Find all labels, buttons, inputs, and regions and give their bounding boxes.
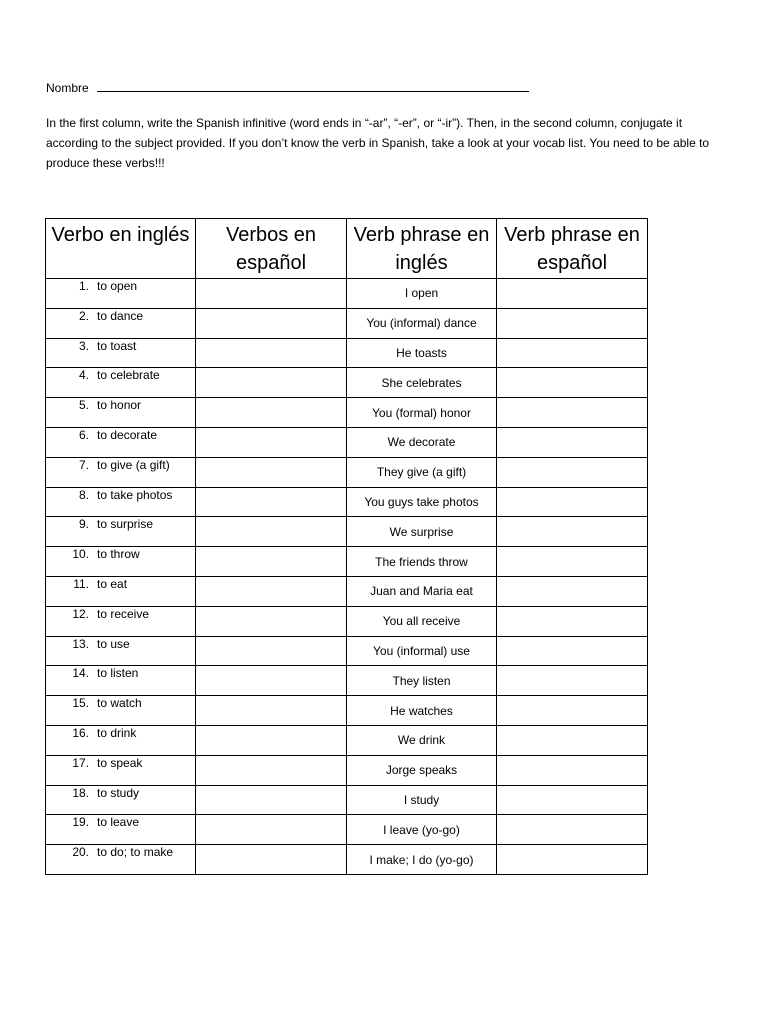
english-phrase-cell: You guys take photos xyxy=(347,487,497,517)
english-verb: to throw xyxy=(97,547,140,562)
spanish-phrase-answer-cell[interactable] xyxy=(497,725,648,755)
english-phrase-cell: He watches xyxy=(347,696,497,726)
spanish-phrase-answer-cell[interactable] xyxy=(497,398,648,428)
english-phrase-cell: He toasts xyxy=(347,338,497,368)
english-phrase-cell: You (formal) honor xyxy=(347,398,497,428)
english-verb-cell xyxy=(46,755,196,785)
spanish-verb-answer-cell[interactable] xyxy=(196,755,347,785)
spanish-phrase-answer-cell[interactable] xyxy=(497,815,648,845)
english-verb: to leave xyxy=(97,815,140,830)
name-line xyxy=(46,80,529,95)
table-row xyxy=(46,457,648,487)
english-phrase-cell: Jorge speaks xyxy=(347,755,497,785)
english-verb-cell xyxy=(46,636,196,666)
row-number: 7. xyxy=(78,457,89,472)
row-number: 9. xyxy=(78,517,89,532)
table-row xyxy=(46,636,648,666)
english-verb-cell xyxy=(46,457,196,487)
english-verb-cell xyxy=(46,517,196,547)
spanish-verb-answer-cell[interactable] xyxy=(196,368,347,398)
english-verb: to listen xyxy=(97,666,139,681)
spanish-verb-answer-cell[interactable] xyxy=(196,666,347,696)
table-row xyxy=(46,279,648,309)
english-verb: to honor xyxy=(97,398,142,413)
table-row xyxy=(46,755,648,785)
english-verb: to speak xyxy=(97,755,143,770)
english-phrase-cell: You all receive xyxy=(347,606,497,636)
english-verb: to do; to make xyxy=(97,845,174,860)
row-number: 14. xyxy=(72,666,89,681)
spanish-phrase-answer-cell[interactable] xyxy=(497,487,648,517)
row-number: 5. xyxy=(78,398,89,413)
table-row xyxy=(46,696,648,726)
spanish-phrase-answer-cell[interactable] xyxy=(497,427,648,457)
table-row xyxy=(46,815,648,845)
spanish-phrase-answer-cell[interactable] xyxy=(497,696,648,726)
table-row xyxy=(46,427,648,457)
english-phrase-cell: The friends throw xyxy=(347,547,497,577)
spanish-verb-answer-cell[interactable] xyxy=(196,725,347,755)
spanish-phrase-answer-cell[interactable] xyxy=(497,338,648,368)
english-verb-cell xyxy=(46,398,196,428)
name-label: Nombre xyxy=(46,81,89,95)
table-row xyxy=(46,576,648,606)
english-verb: to eat xyxy=(97,576,128,591)
row-number: 1. xyxy=(78,279,89,293)
english-verb: to toast xyxy=(97,338,137,353)
table-row xyxy=(46,517,648,547)
english-verb: to give (a gift) xyxy=(97,457,170,472)
row-number: 6. xyxy=(78,427,89,442)
header-verbo-en-ingles: Verbo en inglés xyxy=(46,219,196,279)
english-verb: to take photos xyxy=(97,487,173,502)
row-number: 13. xyxy=(72,636,89,651)
spanish-verb-answer-cell[interactable] xyxy=(196,487,347,517)
spanish-phrase-answer-cell[interactable] xyxy=(497,606,648,636)
spanish-phrase-answer-cell[interactable] xyxy=(497,308,648,338)
row-number: 17. xyxy=(72,755,89,770)
instructions-text: In the first column, write the Spanish infinitive (word ends in “-ar”, “-er”, or “-ir”). Then, in the second column, conjugate it according to the subject provided. If you don’t know the verb in Spanish, take a look at your vocab list. You need to be able to produce these verbs!!! xyxy=(46,116,710,170)
spanish-phrase-answer-cell[interactable] xyxy=(497,279,648,309)
english-phrase-cell: They give (a gift) xyxy=(347,457,497,487)
english-verb-cell xyxy=(46,606,196,636)
table-row xyxy=(46,368,648,398)
spanish-verb-answer-cell[interactable] xyxy=(196,517,347,547)
english-verb: to use xyxy=(97,636,130,651)
english-verb-cell xyxy=(46,368,196,398)
row-number: 11. xyxy=(73,576,89,591)
spanish-verb-answer-cell[interactable] xyxy=(196,785,347,815)
english-verb-cell xyxy=(46,666,196,696)
spanish-verb-answer-cell[interactable] xyxy=(196,606,347,636)
spanish-verb-answer-cell[interactable] xyxy=(196,815,347,845)
row-number: 4. xyxy=(78,368,89,383)
english-verb: to dance xyxy=(97,308,144,323)
english-phrase-cell: I study xyxy=(347,785,497,815)
english-phrase-cell: I open xyxy=(347,279,497,309)
english-verb-cell xyxy=(46,547,196,577)
spanish-verb-answer-cell[interactable] xyxy=(196,398,347,428)
row-number: 10. xyxy=(72,547,89,562)
table-row xyxy=(46,308,648,338)
english-verb-cell xyxy=(46,696,196,726)
english-verb-cell xyxy=(46,815,196,845)
english-phrase-cell: They listen xyxy=(347,666,497,696)
spanish-phrase-answer-cell[interactable] xyxy=(497,785,648,815)
english-verb: to watch xyxy=(97,696,142,711)
table-row xyxy=(46,845,648,875)
english-phrase-cell: You (informal) use xyxy=(347,636,497,666)
table-header-row xyxy=(46,219,648,279)
spanish-phrase-answer-cell[interactable] xyxy=(497,457,648,487)
english-verb: to surprise xyxy=(97,517,154,532)
row-number: 12. xyxy=(72,606,89,621)
english-verb: to drink xyxy=(97,725,137,740)
table-row xyxy=(46,725,648,755)
spanish-verb-answer-cell[interactable] xyxy=(196,636,347,666)
spanish-phrase-answer-cell[interactable] xyxy=(497,755,648,785)
english-phrase-cell: Juan and Maria eat xyxy=(347,576,497,606)
english-verb-cell xyxy=(46,279,196,309)
english-verb-cell xyxy=(46,487,196,517)
english-verb-cell xyxy=(46,427,196,457)
english-phrase-cell: We decorate xyxy=(347,427,497,457)
english-phrase-cell: We drink xyxy=(347,725,497,755)
row-number: 20. xyxy=(72,845,89,860)
english-phrase-cell: You (informal) dance xyxy=(347,308,497,338)
english-verb-cell xyxy=(46,308,196,338)
header-verbos-en-espanol: Verbos en español xyxy=(196,219,347,279)
spanish-verb-answer-cell[interactable] xyxy=(196,308,347,338)
spanish-phrase-answer-cell[interactable] xyxy=(497,517,648,547)
spanish-phrase-answer-cell[interactable] xyxy=(497,368,648,398)
spanish-verb-answer-cell[interactable] xyxy=(196,547,347,577)
spanish-phrase-answer-cell[interactable] xyxy=(497,576,648,606)
table-row xyxy=(46,606,648,636)
spanish-verb-answer-cell[interactable] xyxy=(196,427,347,457)
table-row xyxy=(46,487,648,517)
row-number: 15. xyxy=(72,696,89,711)
english-verb-cell xyxy=(46,785,196,815)
spanish-verb-answer-cell[interactable] xyxy=(196,457,347,487)
header-verb-phrase-en-espanol: Verb phrase en español xyxy=(497,219,648,279)
row-number: 2. xyxy=(78,308,89,323)
english-verb: to decorate xyxy=(97,427,158,442)
header-verb-phrase-en-ingles: Verb phrase en inglés xyxy=(347,219,497,279)
english-verb: to study xyxy=(97,785,140,800)
english-verb-cell xyxy=(46,338,196,368)
row-number: 3. xyxy=(78,338,89,353)
spanish-phrase-answer-cell[interactable] xyxy=(497,547,648,577)
spanish-phrase-answer-cell[interactable] xyxy=(497,636,648,666)
spanish-verb-answer-cell[interactable] xyxy=(196,279,347,309)
spanish-phrase-answer-cell[interactable] xyxy=(497,845,648,875)
spanish-verb-answer-cell[interactable] xyxy=(196,576,347,606)
spanish-verb-answer-cell[interactable] xyxy=(196,845,347,875)
english-verb: to open xyxy=(97,279,138,293)
spanish-verb-answer-cell[interactable] xyxy=(196,338,347,368)
english-verb-cell xyxy=(46,845,196,875)
spanish-verb-answer-cell[interactable] xyxy=(196,696,347,726)
english-phrase-cell: I leave (yo-go) xyxy=(347,815,497,845)
table-row xyxy=(46,785,648,815)
table-row xyxy=(46,338,648,368)
row-number: 19. xyxy=(72,815,89,830)
table-row xyxy=(46,398,648,428)
row-number: 16. xyxy=(72,725,89,740)
english-verb-cell xyxy=(46,576,196,606)
english-verb: to receive xyxy=(97,606,150,621)
english-verb-cell xyxy=(46,725,196,755)
table-row xyxy=(46,547,648,577)
spanish-phrase-answer-cell[interactable] xyxy=(497,666,648,696)
row-number: 8. xyxy=(78,487,89,502)
english-phrase-cell: I make; I do (yo-go) xyxy=(347,845,497,875)
table-row xyxy=(46,666,648,696)
name-blank-field[interactable] xyxy=(97,80,529,92)
english-verb: to celebrate xyxy=(97,368,160,383)
english-phrase-cell: We surprise xyxy=(347,517,497,547)
english-phrase-cell: She celebrates xyxy=(347,368,497,398)
row-number: 18. xyxy=(72,785,89,800)
verb-worksheet-table xyxy=(45,218,648,875)
